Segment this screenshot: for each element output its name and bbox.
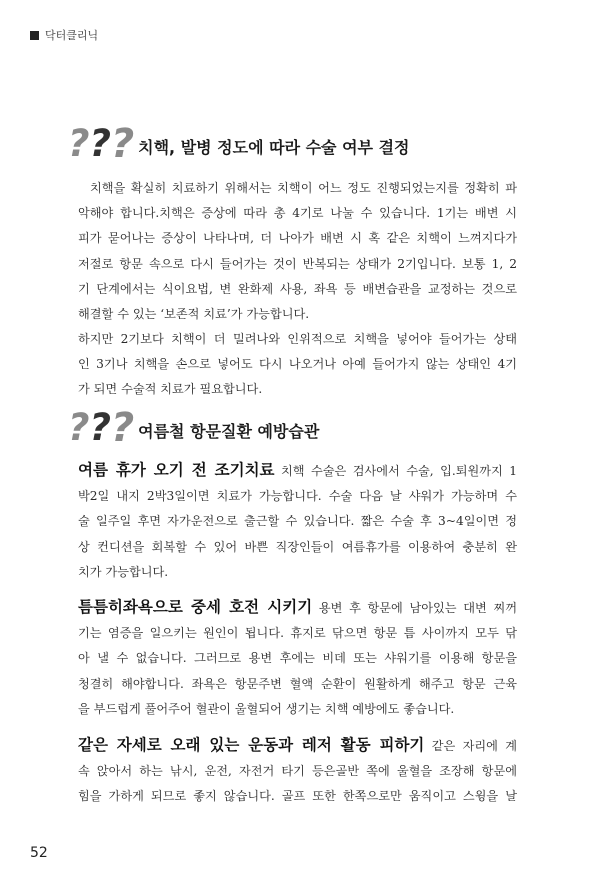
section-title: 여름철 항문질환 예방습관 <box>138 422 320 441</box>
question-marks-icon: ? ? ? <box>68 121 135 167</box>
tip-paragraph <box>78 595 517 722</box>
text-line: 힘을 가하게 되므로 좋지 않습니다. 골프 또한 한쪽으로만 움직이고 스윙을 날 <box>78 789 517 804</box>
text-line: 상 컨디션을 회복할 수 있어 바쁜 직장인들이 여름휴가를 이용하여 충분히 완 <box>78 539 517 554</box>
text-line: 피가 묻어나는 증상이 나타나며, 더 나아가 배변 시 혹 같은 치핵이 느껴지다가 <box>78 231 517 246</box>
text-line: 을 부드럽게 풀어주어 혈관이 울혈되어 생기는 치핵 예방에도 좋습니다. <box>78 701 455 716</box>
tip-text: 치핵 수술은 검사에서 수술, 입.퇴원까지 1 <box>280 464 517 478</box>
tip-lead: 같은 자세로 오래 있는 운동과 레저 활동 피하기 <box>78 736 425 754</box>
running-header <box>30 27 98 43</box>
section-title: 치핵, 발병 정도에 따라 수술 여부 결정 <box>138 138 410 157</box>
text-line: 저절로 항문 속으로 다시 들어가는 것이 반복되는 상태가 2기입니다. 보통 1, 2 <box>78 256 517 271</box>
text-line: 인 3기나 치핵을 손으로 넣어도 다시 나오거나 아예 들어가지 않는 상태인 4기 <box>78 357 517 372</box>
tip-text: 용변 후 항문에 남아있는 대변 찌꺼 <box>318 601 518 615</box>
text-line: 청결히 해야합니다. 좌욕은 항문주변 혈액 순환이 원활하게 해주고 항문 근육 <box>78 676 517 691</box>
tip-paragraph <box>78 458 517 585</box>
text-line: 하지만 2기보다 치핵이 더 밀려나와 인위적으로 치핵을 넣어야 들어가는 상태 <box>78 332 517 346</box>
tip-paragraph <box>78 733 517 810</box>
question-marks-icon: ? ? ? <box>68 405 135 451</box>
text-line: 기 단계에서는 식이요법, 변 완화제 사용, 좌욕 등 배변습관을 교정하는 것으로 <box>78 281 517 296</box>
text-line: 치핵을 확실히 치료하기 위해서는 치핵이 어느 정도 진행되었는지를 정확히 파 <box>90 181 517 195</box>
text-line: 아 낼 수 없습니다. 그러므로 용변 후에는 비데 또는 샤워기를 이용해 항문을 <box>78 651 517 666</box>
page-number: 52 <box>30 845 48 861</box>
text-line <box>78 733 517 759</box>
tip-text: 같은 자리에 계 <box>431 739 517 753</box>
paragraph <box>78 327 517 403</box>
text-line: 박2일 내지 2박3일이면 치료가 가능합니다. 수술 다음 날 샤워가 가능하며 수 <box>78 489 517 504</box>
text-line <box>78 595 517 621</box>
text-line: 치가 가능합니다. <box>78 564 169 579</box>
section-heading-1 <box>68 121 410 167</box>
book-title: 닥터클리닉 <box>45 29 99 42</box>
text-line: 해결할 수 있는 ‘보존적 치료’가 가능합니다. <box>78 307 310 322</box>
tip-lead: 여름 휴가 오기 전 조기치료 <box>78 461 275 479</box>
section-heading-2 <box>68 405 320 451</box>
paragraph <box>78 176 517 327</box>
text-line: 술 일주일 후면 자가운전으로 출근할 수 있습니다. 짧은 수술 후 3~4일이면 정 <box>78 514 517 529</box>
text-line <box>78 458 517 484</box>
text-line: 기는 염증을 일으키는 원인이 됩니다. 휴지로 닦으면 항문 틈 사이까지 모두 닦 <box>78 626 517 641</box>
text-line: 악해야 합니다.치핵은 증상에 따라 총 4기로 나눌 수 있습니다. 1기는 배변 시 <box>78 206 517 221</box>
text-line: 속 앉아서 하는 낚시, 운전, 자전거 타기 등은골반 쪽에 울혈을 조장해 항문에 <box>78 764 517 779</box>
tip-lead: 틈틈히좌욕으로 중세 호전 시키기 <box>78 598 313 616</box>
square-bullet-icon <box>30 31 39 40</box>
text-line: 가 되면 수술적 치료가 필요합니다. <box>78 382 263 397</box>
